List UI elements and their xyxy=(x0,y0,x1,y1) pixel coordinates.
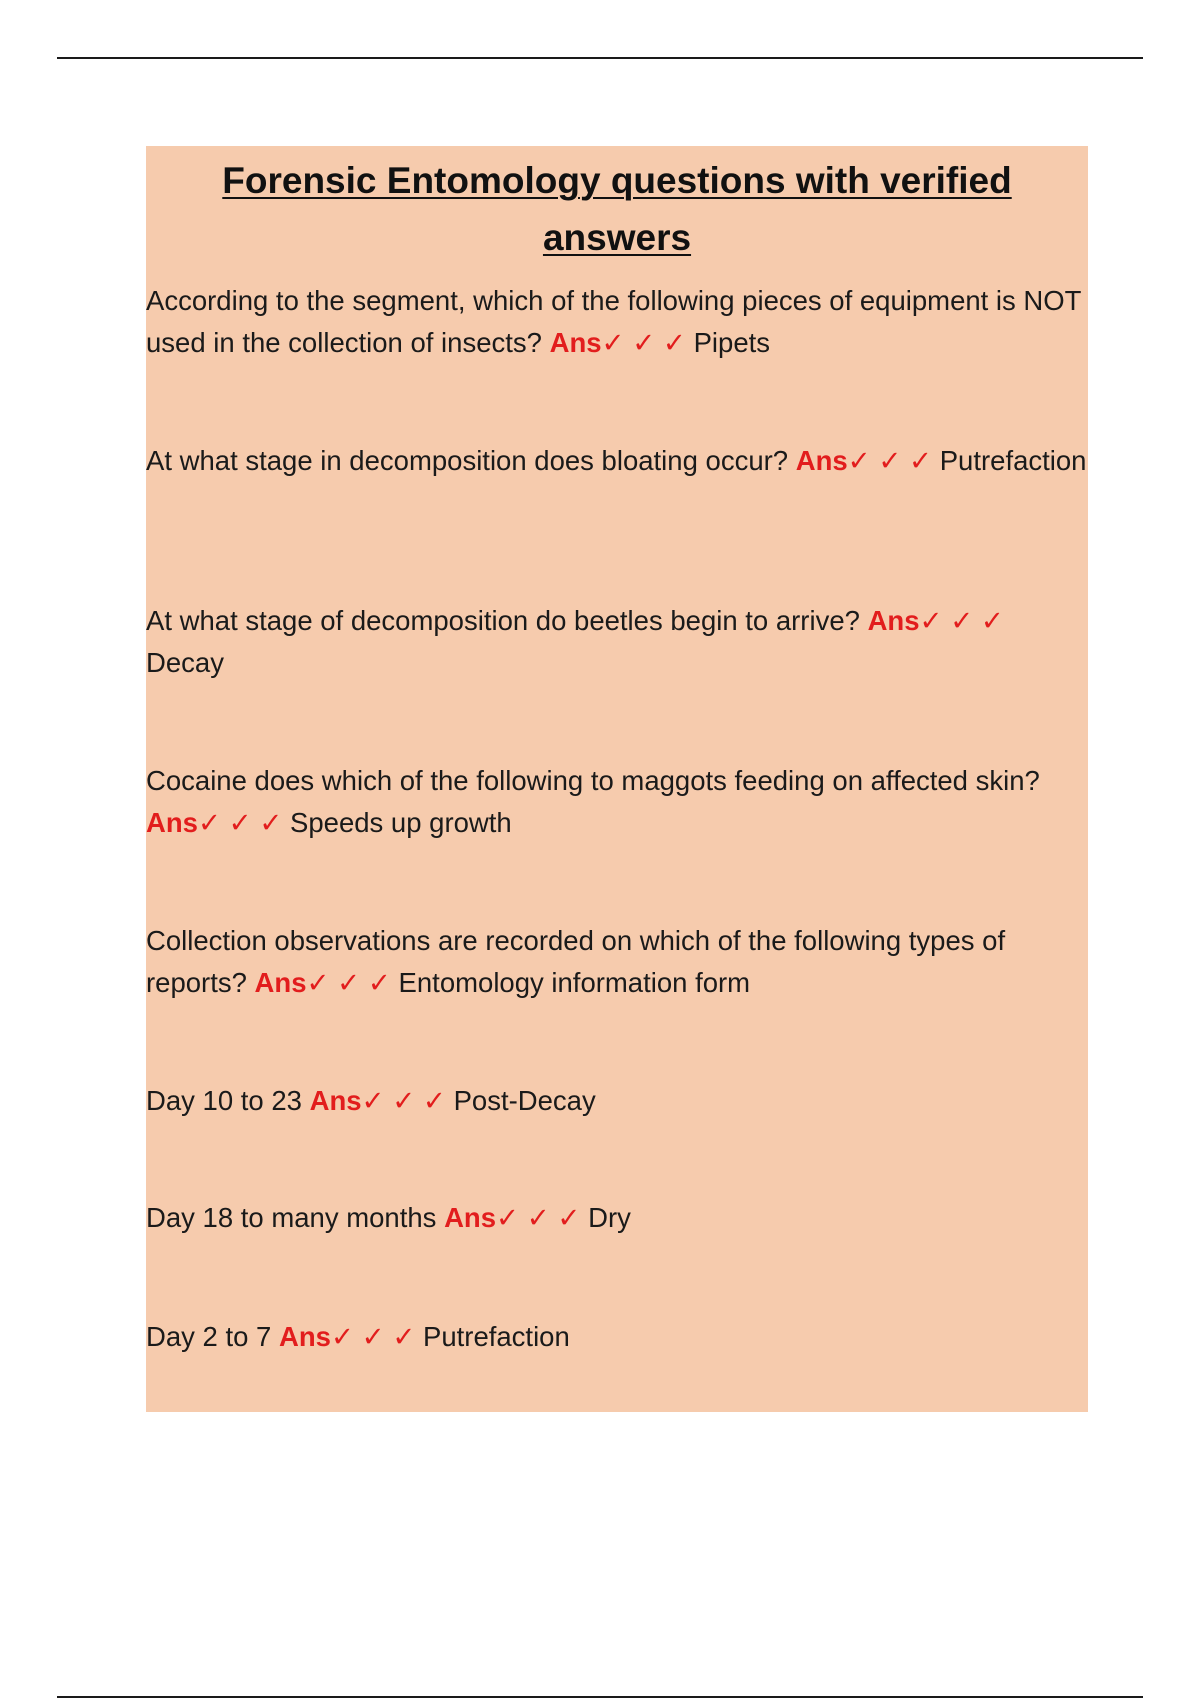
answer-label: Ans xyxy=(309,1085,362,1116)
check-icon: ✓ ✓ ✓ xyxy=(197,807,283,838)
document-title: Forensic Entomology questions with verified answers xyxy=(222,160,1012,258)
check-icon: ✓ ✓ ✓ xyxy=(496,1202,581,1233)
check-icon: ✓ ✓ ✓ xyxy=(601,327,686,358)
qa-item xyxy=(146,920,1088,1004)
question-text: At what stage of decomposition do beetles begin to arrive? xyxy=(146,605,860,636)
answer-text: Dry xyxy=(588,1202,631,1233)
footer-rule xyxy=(57,1696,1143,1698)
check-icon: ✓ ✓ ✓ xyxy=(361,1085,446,1116)
question-text: Day 10 to 23 xyxy=(146,1085,302,1116)
answer-text: Putrefaction xyxy=(939,445,1087,476)
qa-item xyxy=(146,760,1088,844)
qa-item xyxy=(146,1316,1088,1358)
answer-text: Entomology information form xyxy=(398,967,751,998)
qa-panel xyxy=(146,146,1088,1412)
answer-label: Ans xyxy=(549,327,602,358)
check-icon: ✓ ✓ ✓ xyxy=(330,1321,416,1352)
answer-label: Ans xyxy=(254,967,307,998)
answer-text: Decay xyxy=(146,647,224,678)
check-icon: ✓ ✓ ✓ xyxy=(919,605,1004,636)
qa-item xyxy=(146,280,1088,364)
qa-item xyxy=(146,600,1088,684)
answer-label: Ans xyxy=(279,1321,331,1352)
answer-label: Ans xyxy=(795,445,848,476)
answer-text: Putrefaction xyxy=(423,1321,570,1352)
answer-text: Post-Decay xyxy=(453,1085,596,1116)
answer-text: Speeds up growth xyxy=(290,807,512,838)
check-icon: ✓ ✓ ✓ xyxy=(306,967,391,998)
qa-item xyxy=(146,1080,1088,1122)
check-icon: ✓ ✓ ✓ xyxy=(847,445,933,476)
question-text: Cocaine does which of the following to maggots feeding on affected skin? xyxy=(146,765,1040,796)
question-text: At what stage in decomposition does bloating occur? xyxy=(146,445,789,476)
header-rule xyxy=(57,57,1143,59)
answer-label: Ans xyxy=(444,1202,497,1233)
answer-label: Ans xyxy=(867,605,920,636)
question-text: Day 2 to 7 xyxy=(146,1321,272,1352)
qa-item xyxy=(146,440,1088,482)
qa-item xyxy=(146,1197,1088,1239)
answer-label: Ans xyxy=(146,807,198,838)
question-text: According to the segment, which of the following pieces of equipment is NOT used in the collection of insects? xyxy=(146,285,1081,358)
question-text: Collection observations are recorded on which of the following types of reports? xyxy=(146,925,1006,998)
answer-text: Pipets xyxy=(693,327,771,358)
question-text: Day 18 to many months xyxy=(146,1202,437,1233)
